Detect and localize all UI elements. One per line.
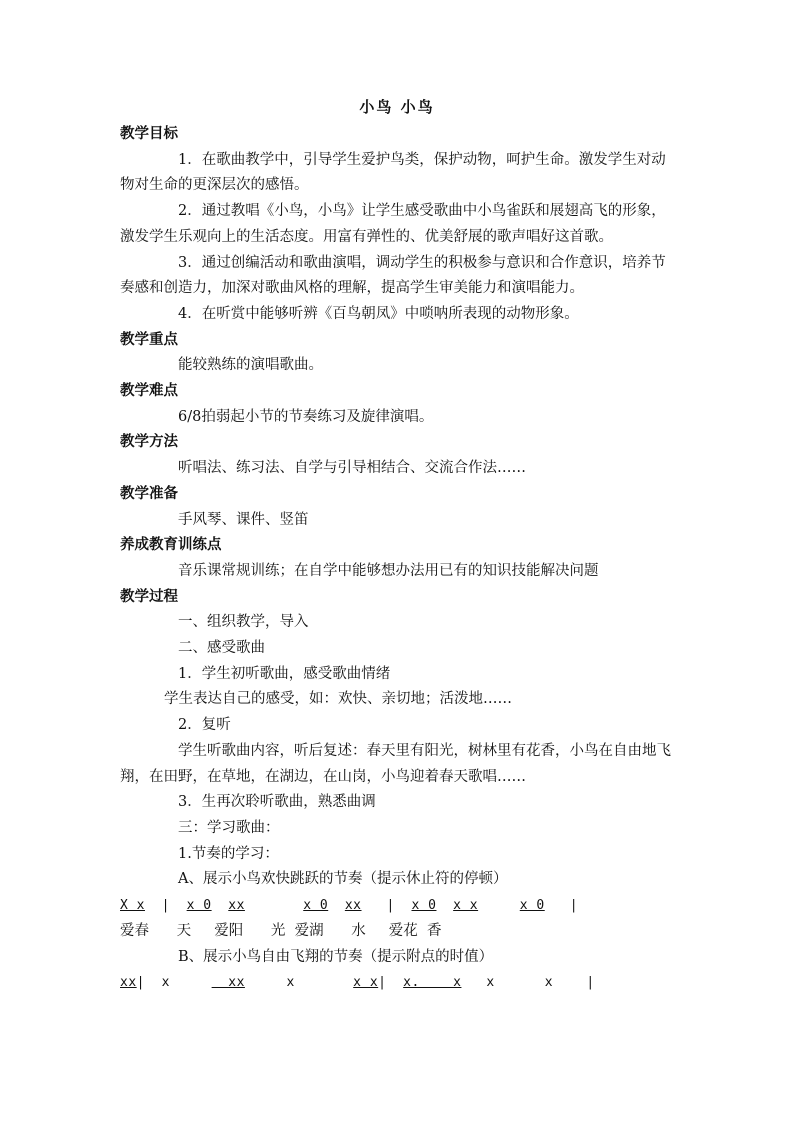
rhythm-bar: |	[544, 898, 579, 914]
rhythm-note: xx	[344, 898, 362, 914]
method-heading: 教学方法	[120, 434, 178, 451]
rhythm-note: x 0	[411, 898, 437, 914]
difficulty-heading: 教学难点	[120, 383, 178, 400]
process-heading: 教学过程	[120, 588, 178, 605]
training-heading: 养成教育训练点	[120, 537, 222, 554]
method-text: 听唱法、练习法、自学与引导相结合、交流合作法……	[178, 460, 526, 477]
rhythm-note: xx	[228, 898, 245, 914]
rhythm-note: xx	[211, 975, 245, 991]
process-step-8: 三：学习歌曲：	[178, 819, 280, 836]
rhythm-gap: x	[244, 975, 354, 991]
rhythm-bar: |	[361, 898, 412, 914]
rhythm-note: x x	[353, 975, 379, 991]
rhythm-note: x 0	[186, 898, 212, 914]
process-step-9: 1.节奏的学习：	[178, 845, 279, 862]
rhythm-gap	[436, 898, 453, 913]
rhythm-note: xx	[120, 975, 137, 991]
goal-2: 2．通过教唱《小鸟，小鸟》让学生感受歌曲中小鸟雀跃和展翅高飞的形象，激发学生乐观向上的生活态度。用富有弹性的、优美舒展的歌声唱好这首歌。	[120, 203, 666, 245]
process-step-3: 1．学生初听歌曲，感受歌曲情绪	[178, 665, 391, 682]
rhythm-note: x x	[453, 898, 479, 914]
rhythm-row-1	[120, 893, 680, 919]
rhythm-bar: | x	[136, 975, 212, 991]
goal-4: 4．在听赏中能够听辨《百鸟朝凤》中唢呐所表现的动物形象。	[178, 305, 579, 322]
process-step-7: 3．生再次聆听歌曲，熟悉曲调	[178, 794, 376, 811]
rhythm-note: X x	[120, 898, 145, 914]
process-step-11: B、展示小鸟自由飞翔的节奏（提示附点的时值）	[178, 948, 494, 965]
goal-3: 3．通过创编活动和歌曲演唱，调动学生的积极参与意识和合作意识，培养节奏感和创造力，加深对歌曲风格的理解，提高学生审美能力和演唱能力。	[120, 254, 666, 297]
rhythm-row-2	[120, 970, 680, 996]
difficulty-text: 6/8拍弱起小节的节奏练习及旋律演唱。	[178, 408, 434, 425]
page-title: 小鸟 小鸟	[359, 98, 435, 116]
rhythm-bar: |	[378, 975, 404, 991]
key-text: 能较熟练的演唱歌曲。	[178, 357, 323, 374]
process-step-6: 学生听歌曲内容，听后复述：春天里有阳光，树林里有花香，小鸟在自由地飞翔，在田野，在草地，在湖边，在山岗，小鸟迎着春天歌唱……	[120, 742, 671, 785]
rhythm-note: x 0	[303, 898, 329, 914]
prep-heading: 教学准备	[120, 485, 178, 502]
process-step-5: 2．复听	[178, 717, 231, 734]
rhythm-gap	[328, 898, 345, 913]
rhythm-note: x. x	[403, 975, 462, 991]
process-step-4: 学生表达自己的感受，如：欢快、亲切地；活泼地……	[164, 691, 512, 708]
process-step-10: A、展示小鸟欢快跳跃的节奏（提示休止符的停顿）	[178, 871, 508, 888]
prep-text: 手风琴、课件、竖笛	[178, 511, 309, 528]
key-heading: 教学重点	[120, 331, 178, 348]
rhythm-note: x 0	[519, 898, 545, 914]
rhythm-gap	[245, 898, 303, 913]
document-body	[120, 122, 680, 996]
lyrics-row-1: 爱春 天 爱阳 光 爱湖 水 爱花 香	[120, 922, 442, 939]
goals-heading: 教学目标	[120, 126, 178, 142]
process-step-2: 二、感受歌曲	[178, 640, 265, 657]
rhythm-gap	[212, 898, 229, 913]
rhythm-gap	[478, 898, 520, 913]
rhythm-bar: |	[144, 898, 187, 914]
goal-1: 1．在歌曲教学中，引导学生爱护鸟类，保护动物，呵护生命。激发学生对动物对生命的更深层次的感悟。	[120, 151, 666, 194]
process-step-1: 一、组织教学，导入	[178, 614, 309, 631]
training-text: 音乐课常规训练；在自学中能够想办法用已有的知识技能解决问题	[178, 562, 599, 579]
rhythm-bar: x x |	[461, 975, 595, 991]
